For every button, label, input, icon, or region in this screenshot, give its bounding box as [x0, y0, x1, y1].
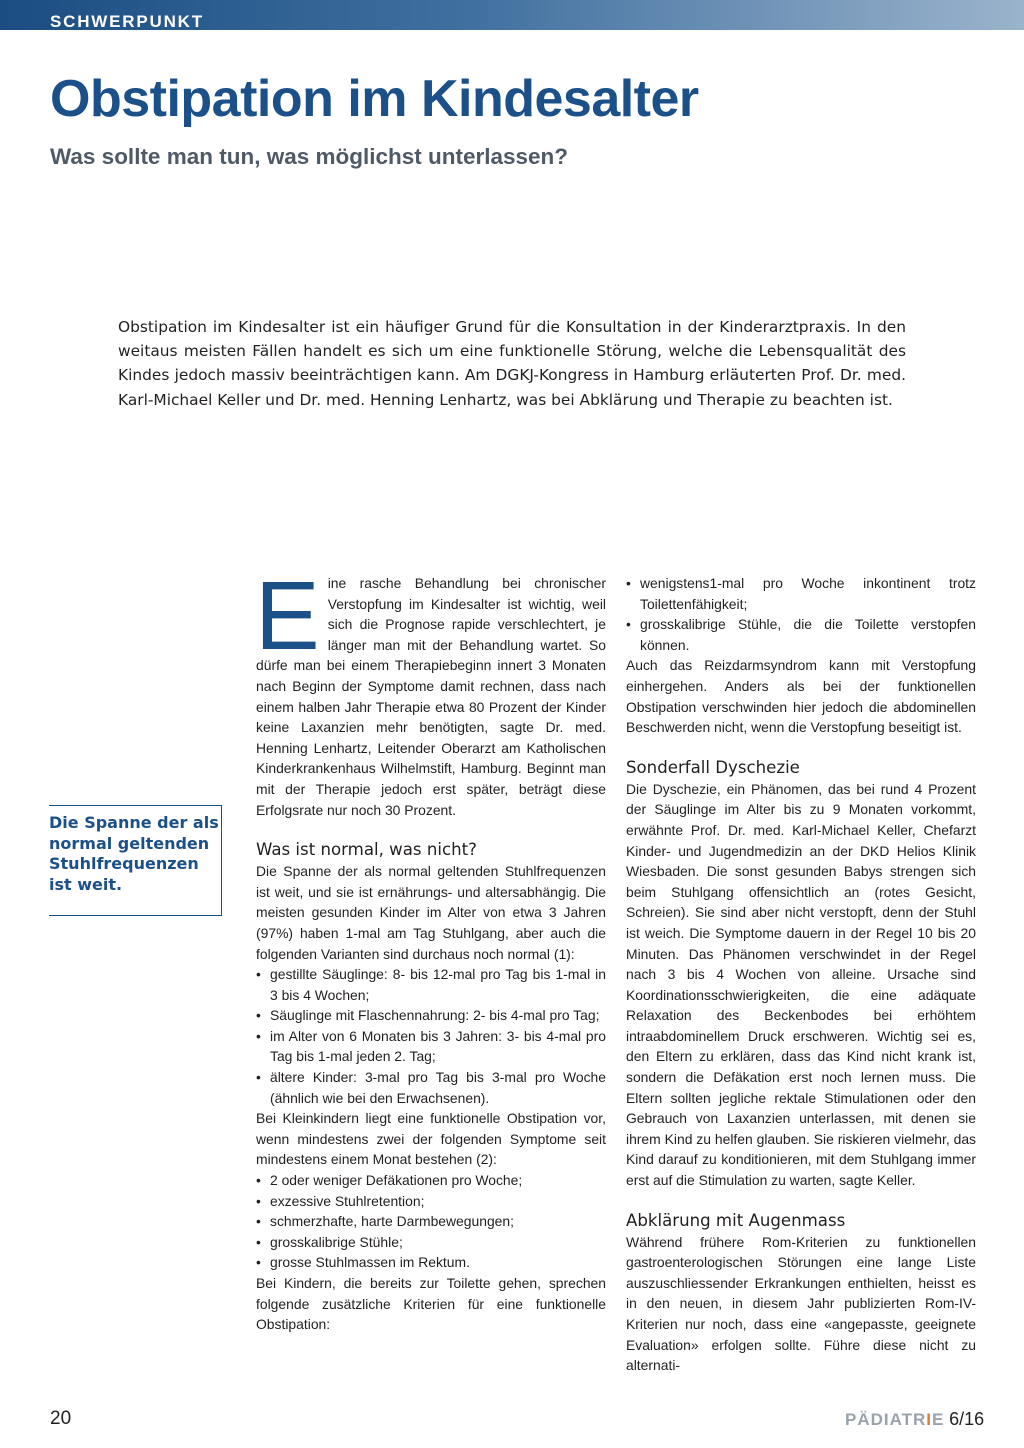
list-item: • schmerzhafte, harte Darmbewegungen;: [256, 1211, 606, 1232]
section-header-bar: [0, 0, 1024, 30]
paragraph-reizdarm: Auch das Reizdarmsyndrom kann mit Verstopfung einhergehen. Anders als bei der funktionellen Obstipation verschwinden hier jedoch die abdominellen Beschwerden nicht, wenn die Verstopfung beseitigt ist.: [626, 657, 976, 736]
article-title: Obstipation im Kindesalter: [50, 70, 699, 128]
paragraph-additional-criteria: Bei Kindern, die bereits zur Toilette gehen, sprechen folgende zusätzliche Kriterien für eine funktionelle Obstipation:: [256, 1275, 606, 1333]
list-item: • grosskalibrige Stühle;: [256, 1232, 606, 1253]
list-item: • Säuglinge mit Flaschennahrung: 2- bis 4-mal pro Tag;: [256, 1005, 606, 1026]
list-symptoms: [256, 1170, 606, 1273]
page-number: 20: [50, 1408, 72, 1429]
intro-text: ine rasche Behandlung bei chronischer Verstopfung im Kindesalter ist wichtig, weil sich die Prognose rapide verschlechtert, je länger man mit der Behandlung wartet. So dürfe man bei einem Therapiebeginn innert 3 Monaten nach Beginn der Symptome damit rechnen, dass nach einem halben Jahr Therapie etwa 80 Prozent der Kinder keine Laxanzien mehr benötigten, sagte Dr. med. Henning Lenhartz, Leitender Oberarzt am Katholischen Kinderkrankenhaus Wilhelmstift, Hamburg. Beginnt man mit der Therapie jedoch erst später, beträgt diese Erfolgsrate nur noch 30 Prozent.: [256, 575, 606, 818]
list-item: • grosse Stuhlmassen im Rektum.: [256, 1252, 606, 1273]
paragraph-normal-range: Die Spanne der als normal geltenden Stuhlfrequenzen ist weit, und sie ist ernährungs- und altersabhängig. Die meisten gesunden Kinder im Alter von etwa 3 Jahren (97%) haben 1-mal am Tag Stuhlgang, aber auch die folgenden Varianten sind durchaus noch normal (1):: [256, 863, 606, 962]
text-column-middle: [255, 561, 606, 1335]
list-item: • 2 oder weniger Defäkationen pro Woche;: [256, 1170, 606, 1191]
paragraph-dyschezie: Die Dyschezie, ein Phänomen, das bei rund 4 Prozent der Säuglinge im Alter bis zu 9 Monaten vorkommt, erwähnte Prof. Dr. med. Karl-Michael Keller, Chefarzt Kinder- und Jugendmedizin an der DKD Helios Klinik Wiesbaden. Die sonst gesunden Babys strengen sich beim Stuhlgang offensichtlich an (rotes Gesicht, Schreien). Sie sind aber nicht verstopft, denn der Stuhl ist weich. Die Symptome dauern in der Regel 10 bis 20 Minuten. Das Phänomen verschwindet in der Regel nach 3 bis 4 Wochen von alleine. Ursache sind Koordinationsschwierigkeiten, die eine adäquate Relaxation des Beckenbodes bei erhöhtem intraabdominellem Druck erschweren. Wichtig sei es, den Eltern zu erklären, dass das Kind nicht krank ist, sondern die Defäkation erst noch lernen muss. Die Eltern sollten jegliche rektale Stimulationen oder den Gebrauch von Laxanzien unterlassen, mit denen sie ihrem Kind zu helfen glauben. Sie riskieren vielmehr, das Kind darauf zu konditionieren, mit dem Stuhlgang immer erst auf die Stimulation zu warten, sagte Keller.: [626, 780, 976, 1189]
pull-quote-text: Die Spanne der als normal geltenden Stuhlfrequenzen ist weit.: [49, 813, 219, 894]
drop-cap: E: [255, 561, 320, 670]
pull-quote: [49, 805, 222, 916]
paragraph-toddler-criteria: Bei Kleinkindern liegt eine funktionelle Obstipation vor, wenn mindestens zwei der folgenden Symptome seit mindestens einem Monat bestehen (2):: [256, 1110, 606, 1168]
heading-sonderfall-dyschezie: Sonderfall Dyschezie: [626, 757, 800, 777]
section-label: SCHWERPUNKT: [50, 12, 204, 31]
article-lead: Obstipation im Kindesalter ist ein häufiger Grund für die Konsultation in der Kinderarztpraxis. In den weitaus meisten Fällen handelt es sich um eine funktionelle Störung, welche die Lebensqualität des Kindes jedoch massiv beeinträchtigen kann. Am DGKJ-Kongress in Hamburg erläuterten Prof. Dr. med. Karl-Michael Keller und Dr. med. Henning Lenhartz, was bei Abklärung und Therapie zu beachten ist.: [118, 318, 906, 409]
intro-paragraph: [255, 561, 606, 820]
list-item: • grosskalibrige Stühle, die die Toilette verstopfen können.: [626, 614, 976, 655]
text-column-right: [626, 573, 976, 1376]
heading-was-ist-normal: Was ist normal, was nicht?: [256, 840, 477, 860]
list-item: • wenigstens1-mal pro Woche inkontinent trotz Toilettenfähigkeit;: [626, 573, 976, 614]
list-additional-criteria: [626, 573, 976, 655]
list-normal-variants: [256, 964, 606, 1108]
list-item: • gestillte Säuglinge: 8- bis 12-mal pro Tag bis 1-mal in 3 bis 4 Wochen;: [256, 964, 606, 1005]
magazine-logo: PÄDIATRIE: [845, 1410, 945, 1429]
magazine-issue: [845, 1408, 984, 1431]
list-item: • im Alter von 6 Monaten bis 3 Jahren: 3- bis 4-mal pro Tag bis 1-mal jeden 2. Tag;: [256, 1026, 606, 1067]
heading-abklaerung: Abklärung mit Augenmass: [626, 1210, 846, 1230]
issue-number: 6/16: [949, 1409, 985, 1429]
article-subtitle: Was sollte man tun, was möglichst unterlassen?: [50, 144, 569, 169]
list-item: • exzessive Stuhlretention;: [256, 1191, 606, 1212]
list-item: • ältere Kinder: 3-mal pro Tag bis 3-mal pro Woche (ähnlich wie bei den Erwachsenen).: [256, 1067, 606, 1108]
paragraph-abklaerung: Während frühere Rom-Kriterien zu funktionellen gastroenterologischen Störungen eine lange Liste auszuschliessender Erkrankungen enthielten, heisst es in den neuen, in diesem Jahr publizierten Rom-IV-Kriterien nur noch, dass eine «angepasste, geeignete Evaluation» erfolgen sollte. Führe diese nicht zu alternati-: [626, 1233, 976, 1374]
